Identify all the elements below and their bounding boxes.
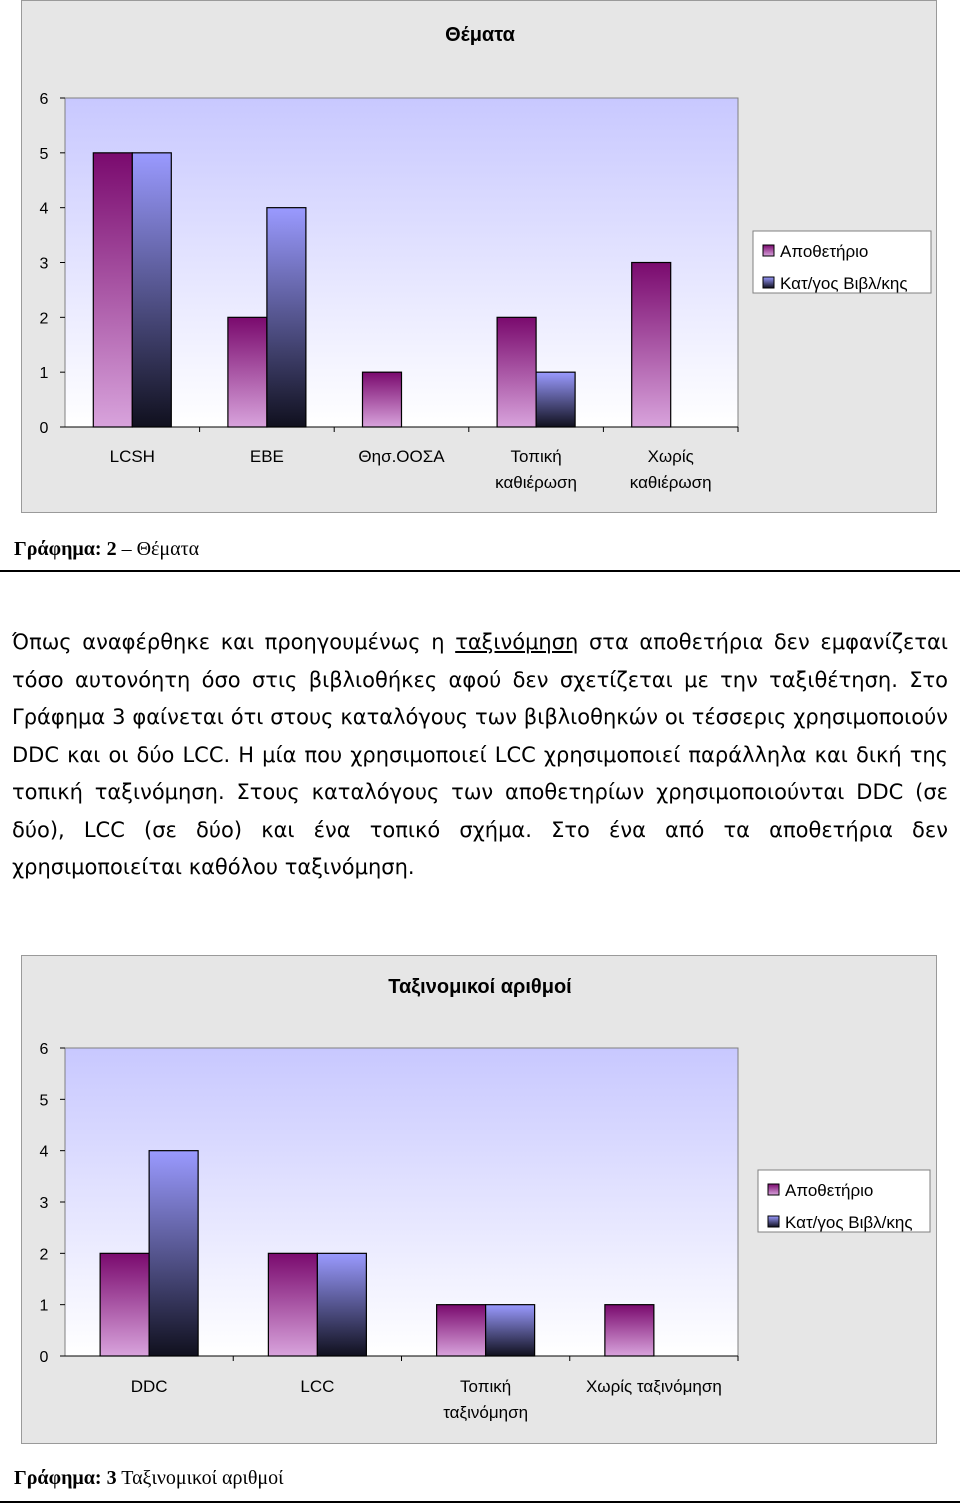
x-category-label: Τοπική ταξινόμηση — [443, 1377, 529, 1422]
bar — [437, 1305, 486, 1356]
y-tick-label: 1 — [39, 1297, 49, 1315]
bar — [497, 317, 536, 427]
legend-swatch — [768, 1184, 779, 1195]
chart-themata — [21, 0, 937, 513]
y-tick-label: 3 — [39, 255, 49, 273]
bar — [605, 1305, 654, 1356]
caption-chart-2-text: – Θέματα — [116, 538, 200, 560]
y-tick-label: 3 — [39, 1195, 49, 1212]
legend-label: Κατ/γος Βιβλ/κης — [785, 1213, 913, 1232]
paragraph-link-taxinomisi[interactable]: ταξινόμηση — [455, 630, 579, 654]
y-tick-label: 0 — [39, 420, 49, 437]
chart-taxinomikoi — [21, 955, 937, 1444]
legend-label: Κατ/γος Βιβλ/κης — [780, 274, 908, 293]
bar — [632, 263, 671, 428]
y-tick-label: 4 — [39, 200, 49, 218]
y-tick-label: 5 — [39, 1092, 49, 1110]
caption-chart-2 — [14, 538, 199, 561]
divider-line — [0, 570, 960, 572]
x-category-label: LCC — [300, 1377, 335, 1396]
x-category-label: LCSH — [109, 447, 155, 466]
chart-title: Θέματα — [445, 24, 515, 46]
y-tick-label: 4 — [39, 1143, 49, 1161]
caption-chart-3-text: Ταξινομικοί αριθμοί — [116, 1467, 284, 1489]
bar — [268, 1253, 317, 1356]
x-category-label: Τοπική καθιέρωση — [495, 447, 578, 492]
x-category-label: Χωρίς ταξινόμηση — [585, 1377, 722, 1396]
bar — [536, 372, 575, 427]
bar — [132, 153, 171, 427]
chart-taxinomikoi-svg — [22, 956, 938, 1445]
legend-swatch — [763, 277, 774, 288]
bar — [363, 372, 402, 427]
caption-chart-3-label: Γράφημα: 3 — [14, 1467, 117, 1489]
legend-label: Αποθετήριο — [780, 242, 869, 261]
legend-label: Αποθετήριο — [785, 1181, 874, 1200]
paragraph-part-2: στα αποθετήρια δεν εμφανίζεται τόσο αυτονόητη όσο στις βιβλιοθήκες αφού δεν σχετίζεται με την ταξιθέτηση. Στο Γράφημα 3 φαίνεται ότι στους καταλόγους των βιβλιοθηκών οι τέσσερις χρησιμοποιούν DDC και οι δύο LCC. Η μία που χρησιμοποιεί LCC χρησιμοποιεί παράλληλα και δική της τοπική ταξινόμηση. Στους καταλόγους των αποθετηρίων χρησιμοποιούνται DDC (σε δύο), LCC (σε δύο) και ένα τοπικό σχήμα. Στο ένα από τα αποθετήρια δεν χρησιμοποιείται καθόλου ταξινόμηση. — [12, 630, 949, 879]
bottom-divider-line — [0, 1501, 960, 1503]
legend-swatch — [768, 1216, 779, 1227]
y-tick-label: 0 — [39, 1349, 49, 1366]
bar — [317, 1253, 366, 1356]
bar — [228, 317, 267, 427]
paragraph-part-1: Όπως αναφέρθηκε και προηγουμένως η — [12, 630, 456, 654]
caption-chart-2-label: Γράφημα: 2 — [14, 538, 117, 560]
y-tick-label: 6 — [39, 91, 49, 108]
chart-themata-svg — [22, 1, 938, 514]
y-tick-label: 2 — [39, 310, 49, 328]
body-paragraph — [12, 624, 948, 887]
chart-title: Ταξινομικοί αριθμοί — [388, 976, 572, 998]
y-tick-label: 5 — [39, 145, 49, 163]
bar — [149, 1151, 198, 1356]
bar — [267, 208, 306, 427]
y-tick-label: 2 — [39, 1246, 49, 1264]
x-category-label: DDC — [130, 1377, 168, 1396]
caption-chart-3 — [14, 1467, 284, 1490]
bar — [100, 1253, 149, 1356]
bar — [486, 1305, 535, 1356]
x-category-label: Χωρίς καθιέρωση — [629, 447, 712, 492]
y-tick-label: 1 — [39, 365, 49, 383]
bar — [93, 153, 132, 427]
y-tick-label: 6 — [39, 1041, 49, 1058]
x-category-label: Θησ.ΟΟΣΑ — [358, 447, 445, 466]
x-category-label: ΕΒΕ — [249, 447, 284, 466]
legend-swatch — [763, 245, 774, 256]
